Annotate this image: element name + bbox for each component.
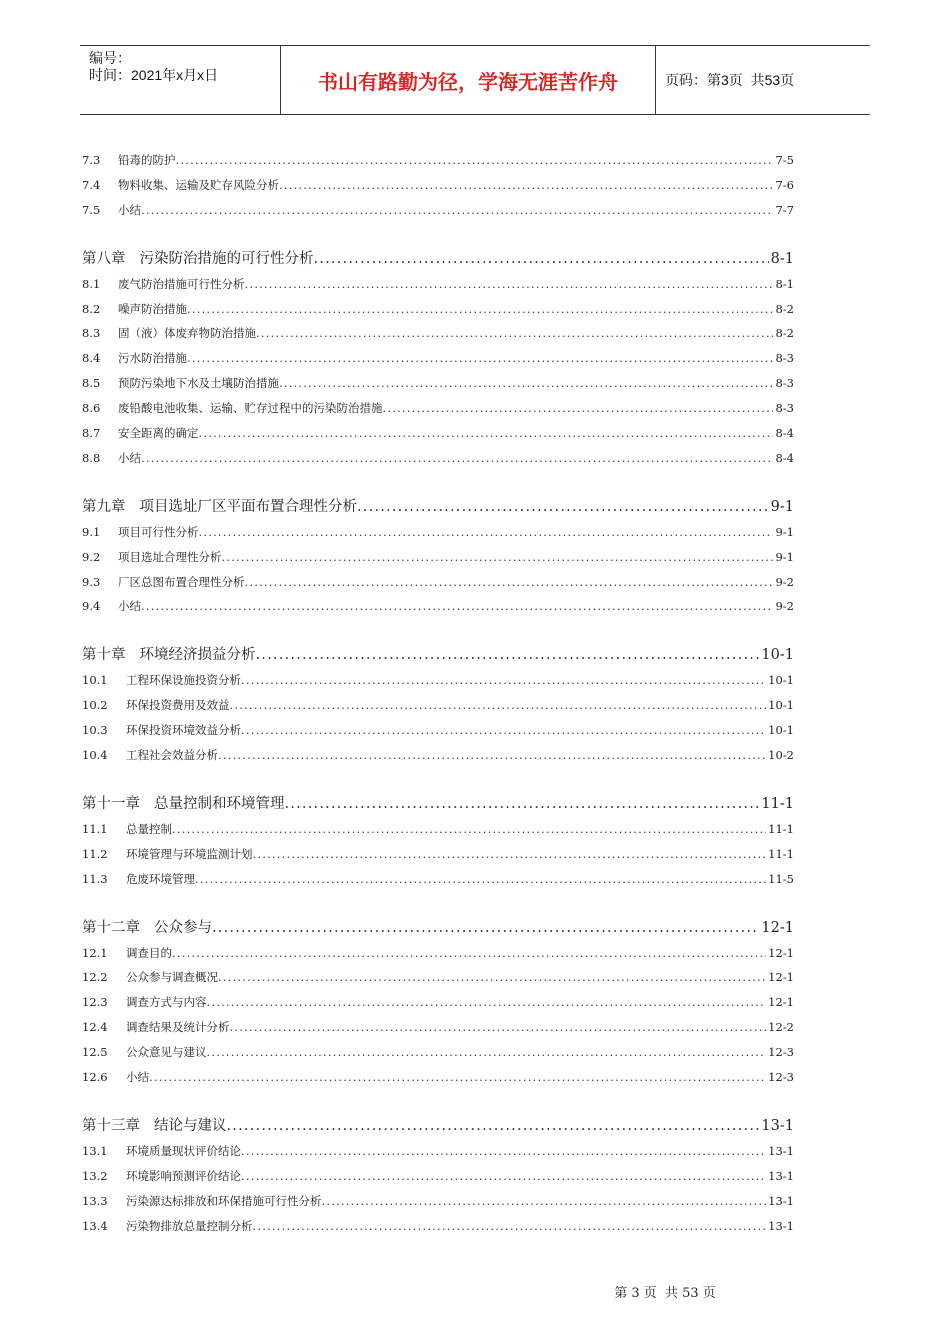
- toc-page-number: 9-1: [775, 549, 794, 564]
- toc-leader-dots: [187, 297, 773, 322]
- toc-leader-dots: [199, 520, 774, 545]
- toc-page-number: 11-1: [768, 821, 794, 836]
- toc-leader-dots: [207, 1040, 767, 1065]
- toc-number: 8.6: [82, 401, 101, 416]
- toc-leader-dots: [172, 817, 766, 842]
- toc-page-number: 7-5: [775, 153, 794, 167]
- toc-number: 9.4: [82, 599, 101, 614]
- toc-page-number: 9-1: [775, 524, 794, 539]
- toc-page-number: 10-1: [761, 647, 794, 664]
- toc-leader-dots: [227, 1114, 760, 1139]
- toc-number: 10.1: [82, 673, 108, 688]
- toc-leader-dots: [241, 668, 766, 693]
- toc-title: 污染物排放总量控制分析: [126, 1218, 253, 1233]
- toc-leader-dots: [256, 643, 760, 668]
- toc-page-number: 8-3: [775, 351, 794, 366]
- toc-number: 8.8: [82, 450, 101, 465]
- toc-title: 项目可行性分析: [118, 524, 199, 539]
- toc-section-row[interactable]: [82, 594, 794, 619]
- toc-leader-dots: [212, 916, 759, 941]
- toc-section-row[interactable]: [82, 941, 794, 966]
- toc-number: 13.1: [82, 1143, 108, 1158]
- toc-section-row[interactable]: [82, 817, 794, 842]
- toc-title: 预防污染地下水及土壤防治措施: [118, 376, 279, 391]
- toc-section-row[interactable]: [82, 965, 794, 990]
- toc-section-row[interactable]: [82, 148, 794, 173]
- toc-page-number: 10-1: [768, 673, 794, 688]
- toc-page-number: 13-1: [761, 1117, 794, 1134]
- toc-title: 污水防治措施: [118, 351, 187, 366]
- toc-page-number: 10-2: [768, 748, 794, 763]
- toc-page-number: 11-5: [768, 871, 794, 886]
- header-motto: 书山有路勤为径，学海无涯苦作舟: [281, 46, 656, 114]
- toc-number: 12.6: [82, 1070, 108, 1085]
- toc-number: 11.2: [82, 846, 108, 861]
- toc-page-number: 11-1: [768, 846, 794, 861]
- toc-page-number: 12-2: [768, 1020, 794, 1035]
- page-header: [80, 45, 870, 115]
- toc-title: 污染源达标排放和环保措施可行性分析: [126, 1193, 322, 1208]
- toc-page-number: 12-3: [768, 1045, 794, 1060]
- toc-title: 危废环境管理: [126, 871, 195, 886]
- toc-section-row[interactable]: [82, 272, 794, 297]
- toc-leader-dots: [141, 594, 773, 619]
- toc-leader-dots: [176, 148, 774, 173]
- toc-leader-dots: [149, 1065, 766, 1090]
- toc-leader-dots: [256, 321, 773, 346]
- toc-number: 8.7: [82, 426, 101, 441]
- toc-section-row[interactable]: [82, 198, 794, 223]
- toc-page-number: 8-1: [775, 276, 794, 291]
- toc-leader-dots: [222, 545, 774, 570]
- toc-leader-dots: [141, 446, 773, 471]
- toc-number: 13.2: [82, 1168, 108, 1183]
- toc-page-number: 12-3: [768, 1070, 794, 1085]
- toc-title: 项目选址厂区平面布置合理性分析: [139, 498, 357, 515]
- toc-title: 工程环保设施投资分析: [126, 673, 241, 688]
- toc-leader-dots: [172, 941, 766, 966]
- toc-title: 环保投资环境效益分析: [126, 723, 241, 738]
- toc-title: 安全距离的确定: [118, 426, 199, 441]
- toc-leader-dots: [383, 396, 774, 421]
- toc-section-row[interactable]: [82, 1040, 794, 1065]
- toc-leader-dots: [218, 965, 766, 990]
- toc-page-number: 8-4: [775, 450, 794, 465]
- toc-title: 公众意见与建议: [126, 1045, 207, 1060]
- toc-page-number: 7-6: [775, 177, 794, 192]
- toc-section-row[interactable]: [82, 867, 794, 892]
- toc-number: 11.3: [82, 871, 108, 886]
- toc-leader-dots: [218, 743, 766, 768]
- toc-title: 工程社会效益分析: [126, 748, 218, 763]
- toc-title: 物料收集、运输及贮存风险分析: [118, 177, 279, 192]
- toc-title: 环保投资费用及效益: [126, 698, 230, 713]
- toc-number: 12.1: [82, 945, 108, 960]
- toc-title: 环境管理与环境监测计划: [126, 846, 253, 861]
- toc-page-number: 13-1: [768, 1193, 794, 1208]
- toc-page-number: 12-1: [768, 995, 794, 1010]
- toc-section-row[interactable]: [82, 297, 794, 322]
- toc-section-row[interactable]: [82, 842, 794, 867]
- toc-page-number: 8-2: [775, 326, 794, 341]
- toc-section-row[interactable]: [82, 446, 794, 471]
- toc-title: 废气防治措施可行性分析: [118, 276, 245, 291]
- toc-section-row[interactable]: [82, 743, 794, 768]
- toc-number: 8.1: [82, 276, 101, 291]
- toc-page-number: 11-1: [761, 795, 794, 812]
- toc-chapter-row[interactable]: [82, 495, 794, 520]
- toc-leader-dots: [207, 990, 767, 1015]
- toc-title: 环境质量现状评价结论: [126, 1143, 241, 1158]
- toc-page-number: 13-1: [768, 1168, 794, 1183]
- toc-leader-dots: [253, 1214, 767, 1239]
- toc-title: 调查目的: [126, 945, 172, 960]
- toc-page-number: 8-1: [770, 250, 794, 267]
- toc-number: 9.1: [82, 524, 101, 539]
- toc-number: 8.3: [82, 326, 101, 341]
- toc-page-number: 7-7: [775, 202, 794, 217]
- toc-chapter-row[interactable]: [82, 643, 794, 668]
- toc-leader-dots: [241, 718, 766, 743]
- toc-number: 7.3: [82, 153, 101, 167]
- toc-title: 总量控制和环境管理: [154, 795, 285, 812]
- toc-title: 废铅酸电池收集、运输、贮存过程中的污染防治措施: [118, 401, 383, 416]
- toc-leader-dots: [195, 867, 766, 892]
- header-yema: 页码：第3页 共53页: [665, 72, 795, 88]
- toc-page-number: 10-1: [768, 698, 794, 713]
- toc-title: 小结: [118, 450, 141, 465]
- toc-section-row[interactable]: [82, 1214, 794, 1239]
- toc-section-row[interactable]: [82, 570, 794, 595]
- toc-section-row[interactable]: [82, 1015, 794, 1040]
- toc-number: 13.4: [82, 1218, 108, 1233]
- toc-page-number: 9-2: [775, 599, 794, 614]
- toc-section-row[interactable]: [82, 545, 794, 570]
- toc-page-number: 12-1: [768, 945, 794, 960]
- toc-page-number: 13-1: [768, 1218, 794, 1233]
- toc-title: 小结: [118, 202, 141, 217]
- toc-section-row[interactable]: [82, 1189, 794, 1214]
- toc-title: 结论与建议: [154, 1117, 227, 1134]
- toc-title: 小结: [118, 599, 141, 614]
- toc-number: 第十章: [82, 647, 126, 664]
- toc-section-row[interactable]: [82, 693, 794, 718]
- toc-leader-dots: [285, 792, 760, 817]
- toc-leader-dots: [279, 371, 773, 396]
- toc-number: 11.1: [82, 821, 108, 836]
- toc-title: 公众参与: [154, 919, 212, 936]
- toc-section-row[interactable]: [82, 421, 794, 446]
- toc-number: 10.3: [82, 723, 108, 738]
- toc-title: 环境经济损益分析: [139, 647, 256, 664]
- toc-section-row[interactable]: [82, 520, 794, 545]
- toc-title: 固（液）体废弃物防治措施: [118, 326, 256, 341]
- header-shijian: 时间：2021年x月x日: [89, 67, 219, 83]
- toc-section-row[interactable]: [82, 990, 794, 1015]
- toc-section-row[interactable]: [82, 1164, 794, 1189]
- table-of-contents: [82, 148, 794, 1239]
- toc-leader-dots: [199, 421, 774, 446]
- toc-number: 10.4: [82, 748, 108, 763]
- toc-page-number: 13-1: [768, 1143, 794, 1158]
- toc-section-row[interactable]: [82, 1065, 794, 1090]
- toc-page-number: 12-1: [761, 919, 794, 936]
- toc-title: 公众参与调查概况: [126, 970, 218, 985]
- toc-number: 12.4: [82, 1020, 108, 1035]
- toc-section-row[interactable]: [82, 1139, 794, 1164]
- toc-number: 7.5: [82, 202, 101, 217]
- toc-number: 8.2: [82, 301, 101, 316]
- toc-number: 12.5: [82, 1045, 108, 1060]
- toc-title: 噪声防治措施: [118, 301, 187, 316]
- toc-page-number: 10-1: [768, 723, 794, 738]
- toc-leader-dots: [314, 247, 769, 272]
- header-bianhao: 编号：: [89, 50, 131, 66]
- toc-section-row[interactable]: [82, 321, 794, 346]
- toc-number: 第十三章: [82, 1117, 140, 1134]
- toc-number: 第十二章: [82, 919, 140, 936]
- toc-leader-dots: [241, 1164, 766, 1189]
- header-meta: [80, 46, 281, 114]
- header-page-info: [656, 46, 870, 114]
- toc-title: 项目选址合理性分析: [118, 549, 222, 564]
- toc-section-row[interactable]: [82, 346, 794, 371]
- toc-page-number: 12-1: [768, 970, 794, 985]
- toc-number: 13.3: [82, 1193, 108, 1208]
- toc-number: 12.3: [82, 995, 108, 1010]
- toc-section-row[interactable]: [82, 668, 794, 693]
- footer-page-number: 第 3 页 共 53 页: [614, 1286, 716, 1301]
- toc-number: 9.2: [82, 549, 101, 564]
- toc-title: 小结: [126, 1070, 149, 1085]
- toc-page-number: 8-4: [775, 426, 794, 441]
- toc-number: 10.2: [82, 698, 108, 713]
- toc-number: 7.4: [82, 177, 101, 192]
- toc-chapter-row[interactable]: [82, 247, 794, 272]
- toc-leader-dots: [230, 693, 767, 718]
- toc-leader-dots: [241, 1139, 766, 1164]
- toc-leader-dots: [279, 173, 773, 198]
- toc-chapter-row[interactable]: [82, 1114, 794, 1139]
- toc-number: 9.3: [82, 574, 101, 589]
- toc-number: 8.5: [82, 376, 101, 391]
- toc-title: 调查结果及统计分析: [126, 1020, 230, 1035]
- toc-leader-dots: [141, 198, 773, 223]
- toc-chapter-row[interactable]: [82, 916, 794, 941]
- toc-leader-dots: [253, 842, 767, 867]
- toc-leader-dots: [187, 346, 773, 371]
- toc-title: 调查方式与内容: [126, 995, 207, 1010]
- toc-leader-dots: [245, 272, 774, 297]
- toc-section-row[interactable]: [82, 396, 794, 421]
- toc-title: 厂区总图布置合理性分析: [118, 574, 245, 589]
- toc-number: 8.4: [82, 351, 101, 366]
- toc-leader-dots: [322, 1189, 767, 1214]
- toc-number: 第九章: [82, 498, 126, 515]
- toc-page-number: 9-1: [770, 498, 794, 515]
- toc-title: 环境影响预测评价结论: [126, 1168, 241, 1183]
- toc-page-number: 8-3: [775, 401, 794, 416]
- toc-title: 总量控制: [126, 821, 172, 836]
- toc-section-row[interactable]: [82, 173, 794, 198]
- toc-number: 第八章: [82, 250, 126, 267]
- toc-section-row[interactable]: [82, 718, 794, 743]
- toc-title: 污染防治措施的可行性分析: [139, 250, 314, 267]
- toc-page-number: 9-2: [775, 574, 794, 589]
- toc-page-number: 8-2: [775, 301, 794, 316]
- toc-page-number: 8-3: [775, 376, 794, 391]
- toc-chapter-row[interactable]: [82, 792, 794, 817]
- toc-number: 12.2: [82, 970, 108, 985]
- toc-leader-dots: [230, 1015, 767, 1040]
- toc-title: 铅毒的防护: [118, 153, 176, 167]
- toc-leader-dots: [357, 495, 769, 520]
- toc-number: 第十一章: [82, 795, 140, 812]
- page-footer: [0, 1282, 950, 1301]
- toc-section-row[interactable]: [82, 371, 794, 396]
- toc-leader-dots: [245, 570, 774, 595]
